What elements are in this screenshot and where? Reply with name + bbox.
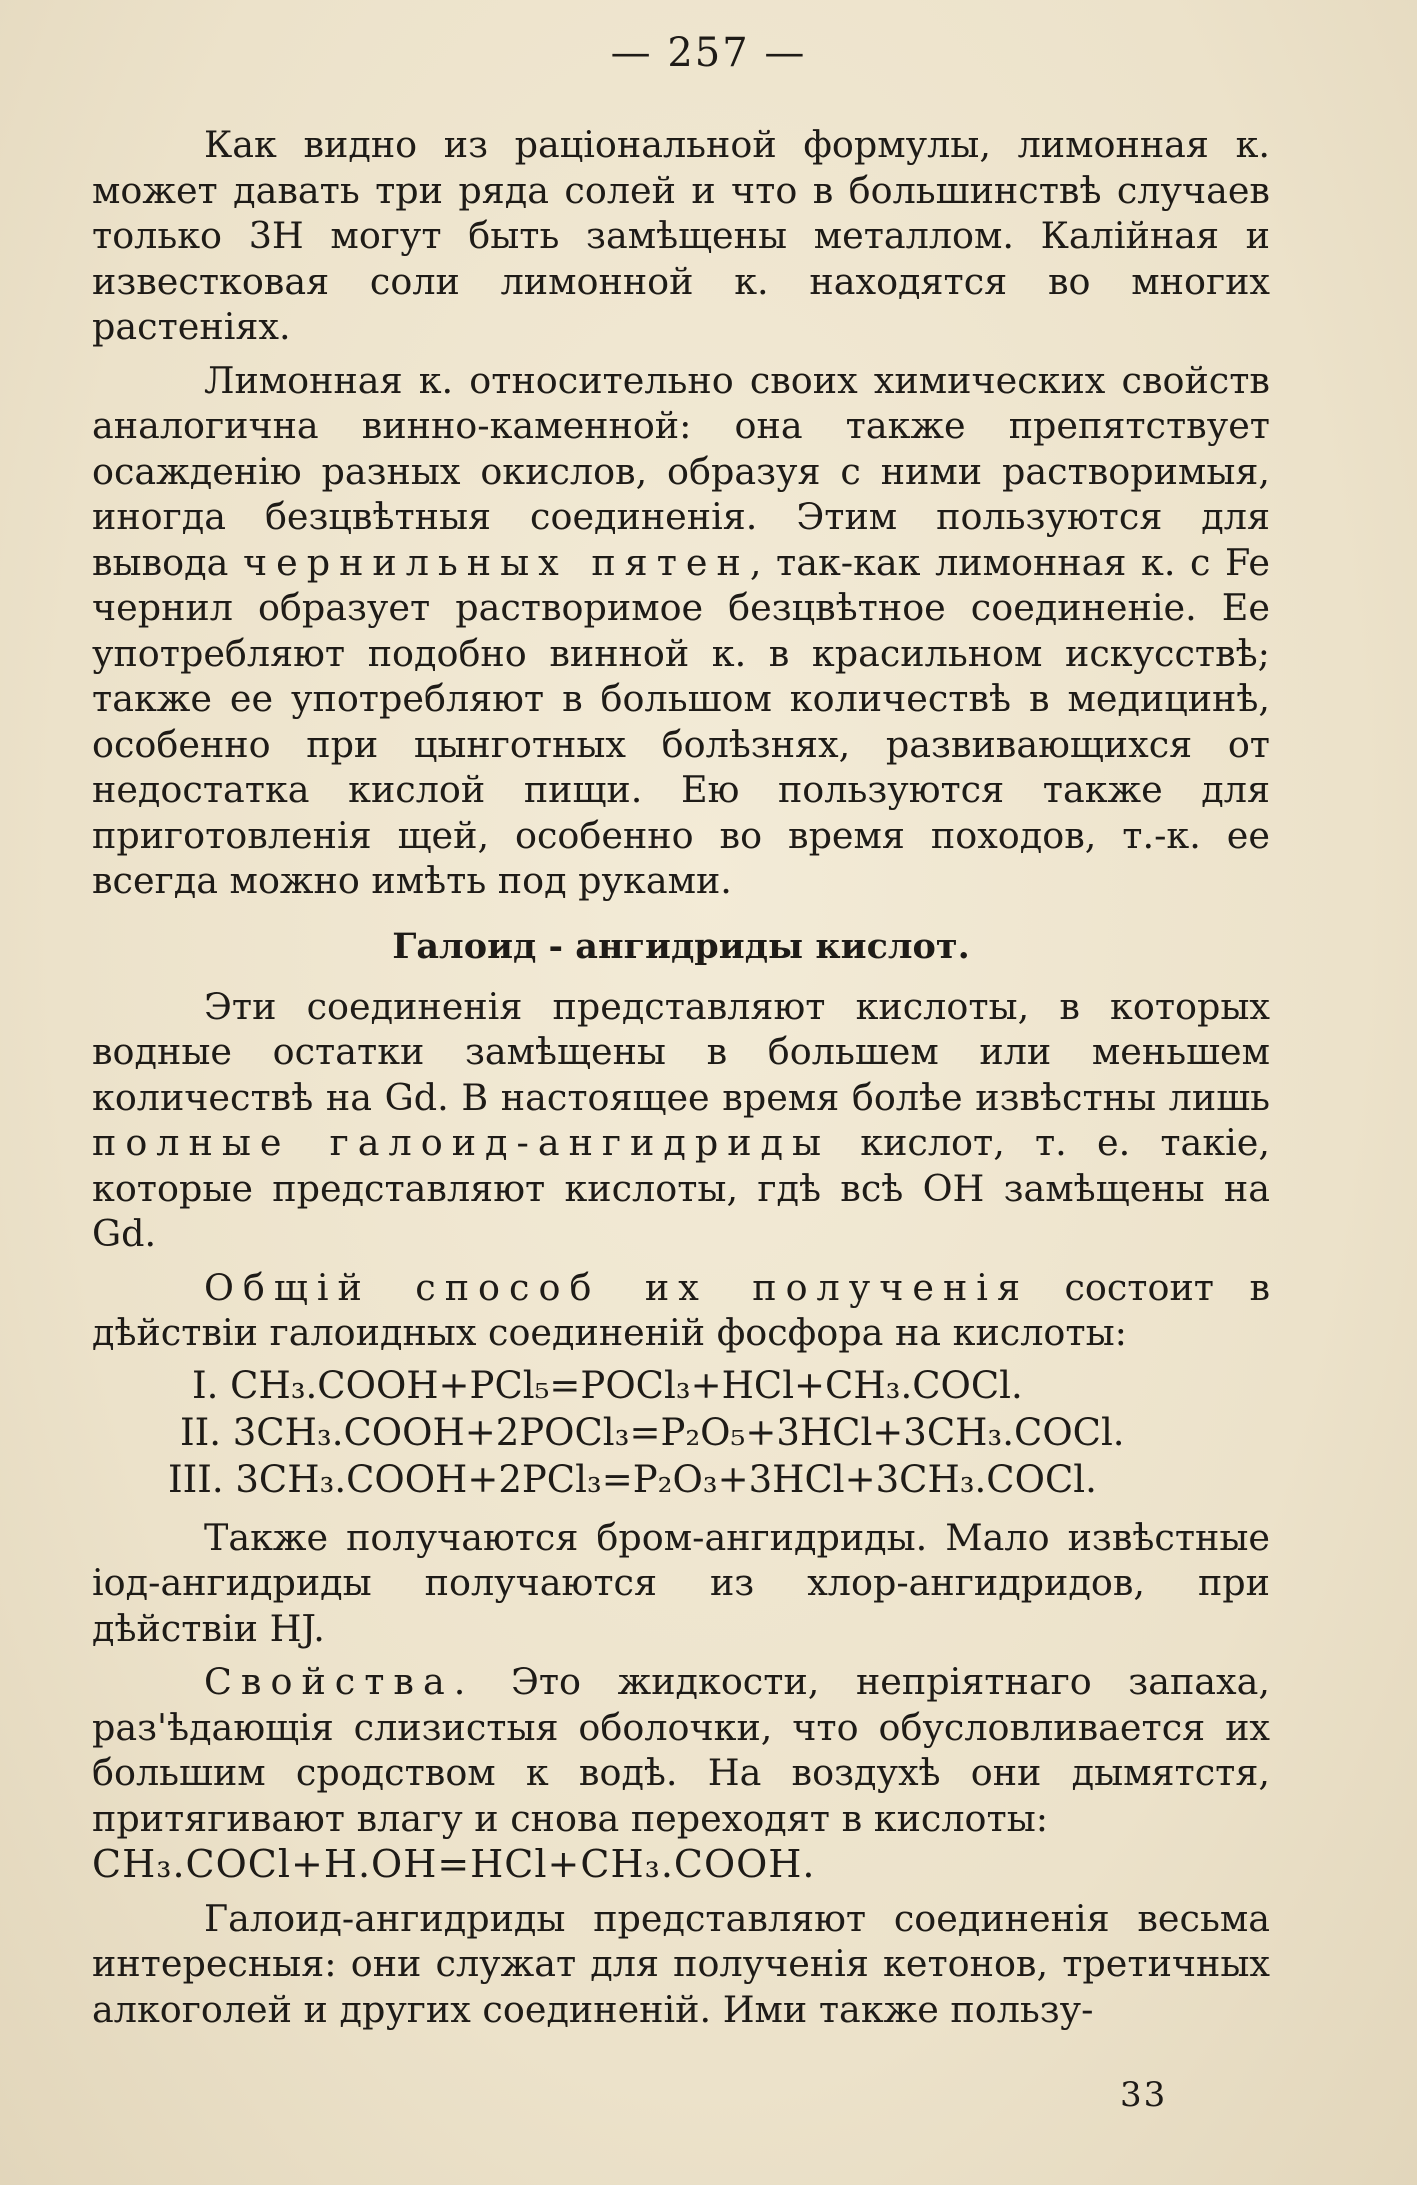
- spaced-emphasis-full-halides: полные галоид-ангидриды: [92, 1121, 831, 1164]
- equation-block: [92, 1362, 1270, 1503]
- paragraph-bromides-iodides: Также получаются бром-ангидриды. Мало извѣстные іод-ангидриды получаются из хлор-ангидридов, при дѣйствіи HJ.: [92, 1515, 1270, 1650]
- paragraph-citric-salts: Как видно из раціональной формулы, лимонная к. может давать три ряда солей и что в большинствѣ случаев только 3H могут быть замѣщены металлом. Калійная и известковая соли лимонной к. находятся во многих растеніях.: [92, 123, 1270, 348]
- spaced-emphasis-ink-stains: чернильных пятен: [242, 540, 750, 584]
- text-run: , так-как лимонная к. с Fe чернил образует растворимое безцвѣтное соединеніе. Ее употребляют подобно винной к. в красильном искусствѣ; также ее употребляют в большом количествѣ в медицинѣ, особенно при цынготных болѣзнях, развивающихся от недостатка кислой пищи. Ею пользуются также для приготовленія щей, особенно во время походов, т.-к. ее всегда можно имѣть под руками.: [92, 540, 1270, 902]
- paragraph-citric-properties: [92, 358, 1270, 904]
- signature-mark: 33: [1120, 2075, 1168, 2115]
- paragraph-halide-intro: [92, 984, 1270, 1257]
- spaced-emphasis-properties: Свойства.: [204, 1660, 475, 1703]
- text-run: состоит в дѣйствіи галоидных соединеній фосфора на кислоты:: [92, 1265, 1270, 1354]
- text-run: Это жидкости, непріятнаго запаха, раз'ѣдающія слизистыя оболочки, что обусловливается их большим сродством к водѣ. На воздухѣ они дымятстя, притягивают влагу и снова переходят в кислоты:: [92, 1660, 1270, 1840]
- page-body: [92, 122, 1270, 2032]
- page-number: — 257 —: [610, 30, 807, 76]
- spaced-emphasis-method: Общій способ их полученія: [204, 1265, 1029, 1309]
- equation-3: III. 3CH₃.COOH+2PCl₃=P₂O₃+3HCl+3CH₃.COCl.: [168, 1457, 1097, 1501]
- text-run: Лимонная к. относительно своих химических свойств аналогична винно-каменной: она также препятствует осажденію разных окислов, образуя с ними растворимыя, иногда безцвѣтныя соединенія. Этим пользуются для вывода: [92, 358, 1270, 584]
- paragraph-preparation-method: [92, 1265, 1270, 1356]
- text-run: кислот, т. е. такіе, которые представляют кислоты, гдѣ всѣ OH замѣщены на Gd.: [92, 1121, 1271, 1255]
- paragraph-applications: Галоид-ангидриды представляют соединенія весьма интересныя: они служат для полученія кетонов, третичных алкоголей и других соединеній. Ими также пользу-: [92, 1896, 1270, 2031]
- text-run: Эти соединенія представляют кислоты, в которых водные остатки замѣщены в большем или меньшем количествѣ на Gd. В настоящее время болѣе извѣстны лишь: [92, 984, 1270, 1119]
- equation-2: II. 3CH₃.COOH+2POCl₃=P₂O₅+3HCl+3CH₃.COCl.: [180, 1410, 1125, 1454]
- paragraph-properties: [92, 1659, 1270, 1888]
- equation-1: I. CH₃.COOH+PCl₅=POCl₃+HCl+CH₃.COCl.: [192, 1363, 1023, 1407]
- equation-hydrolysis: CH₃.COCl+H.OH=HCl+CH₃.COOH.: [92, 1842, 816, 1886]
- section-heading: Галоид - ангидриды кислот.: [392, 925, 970, 967]
